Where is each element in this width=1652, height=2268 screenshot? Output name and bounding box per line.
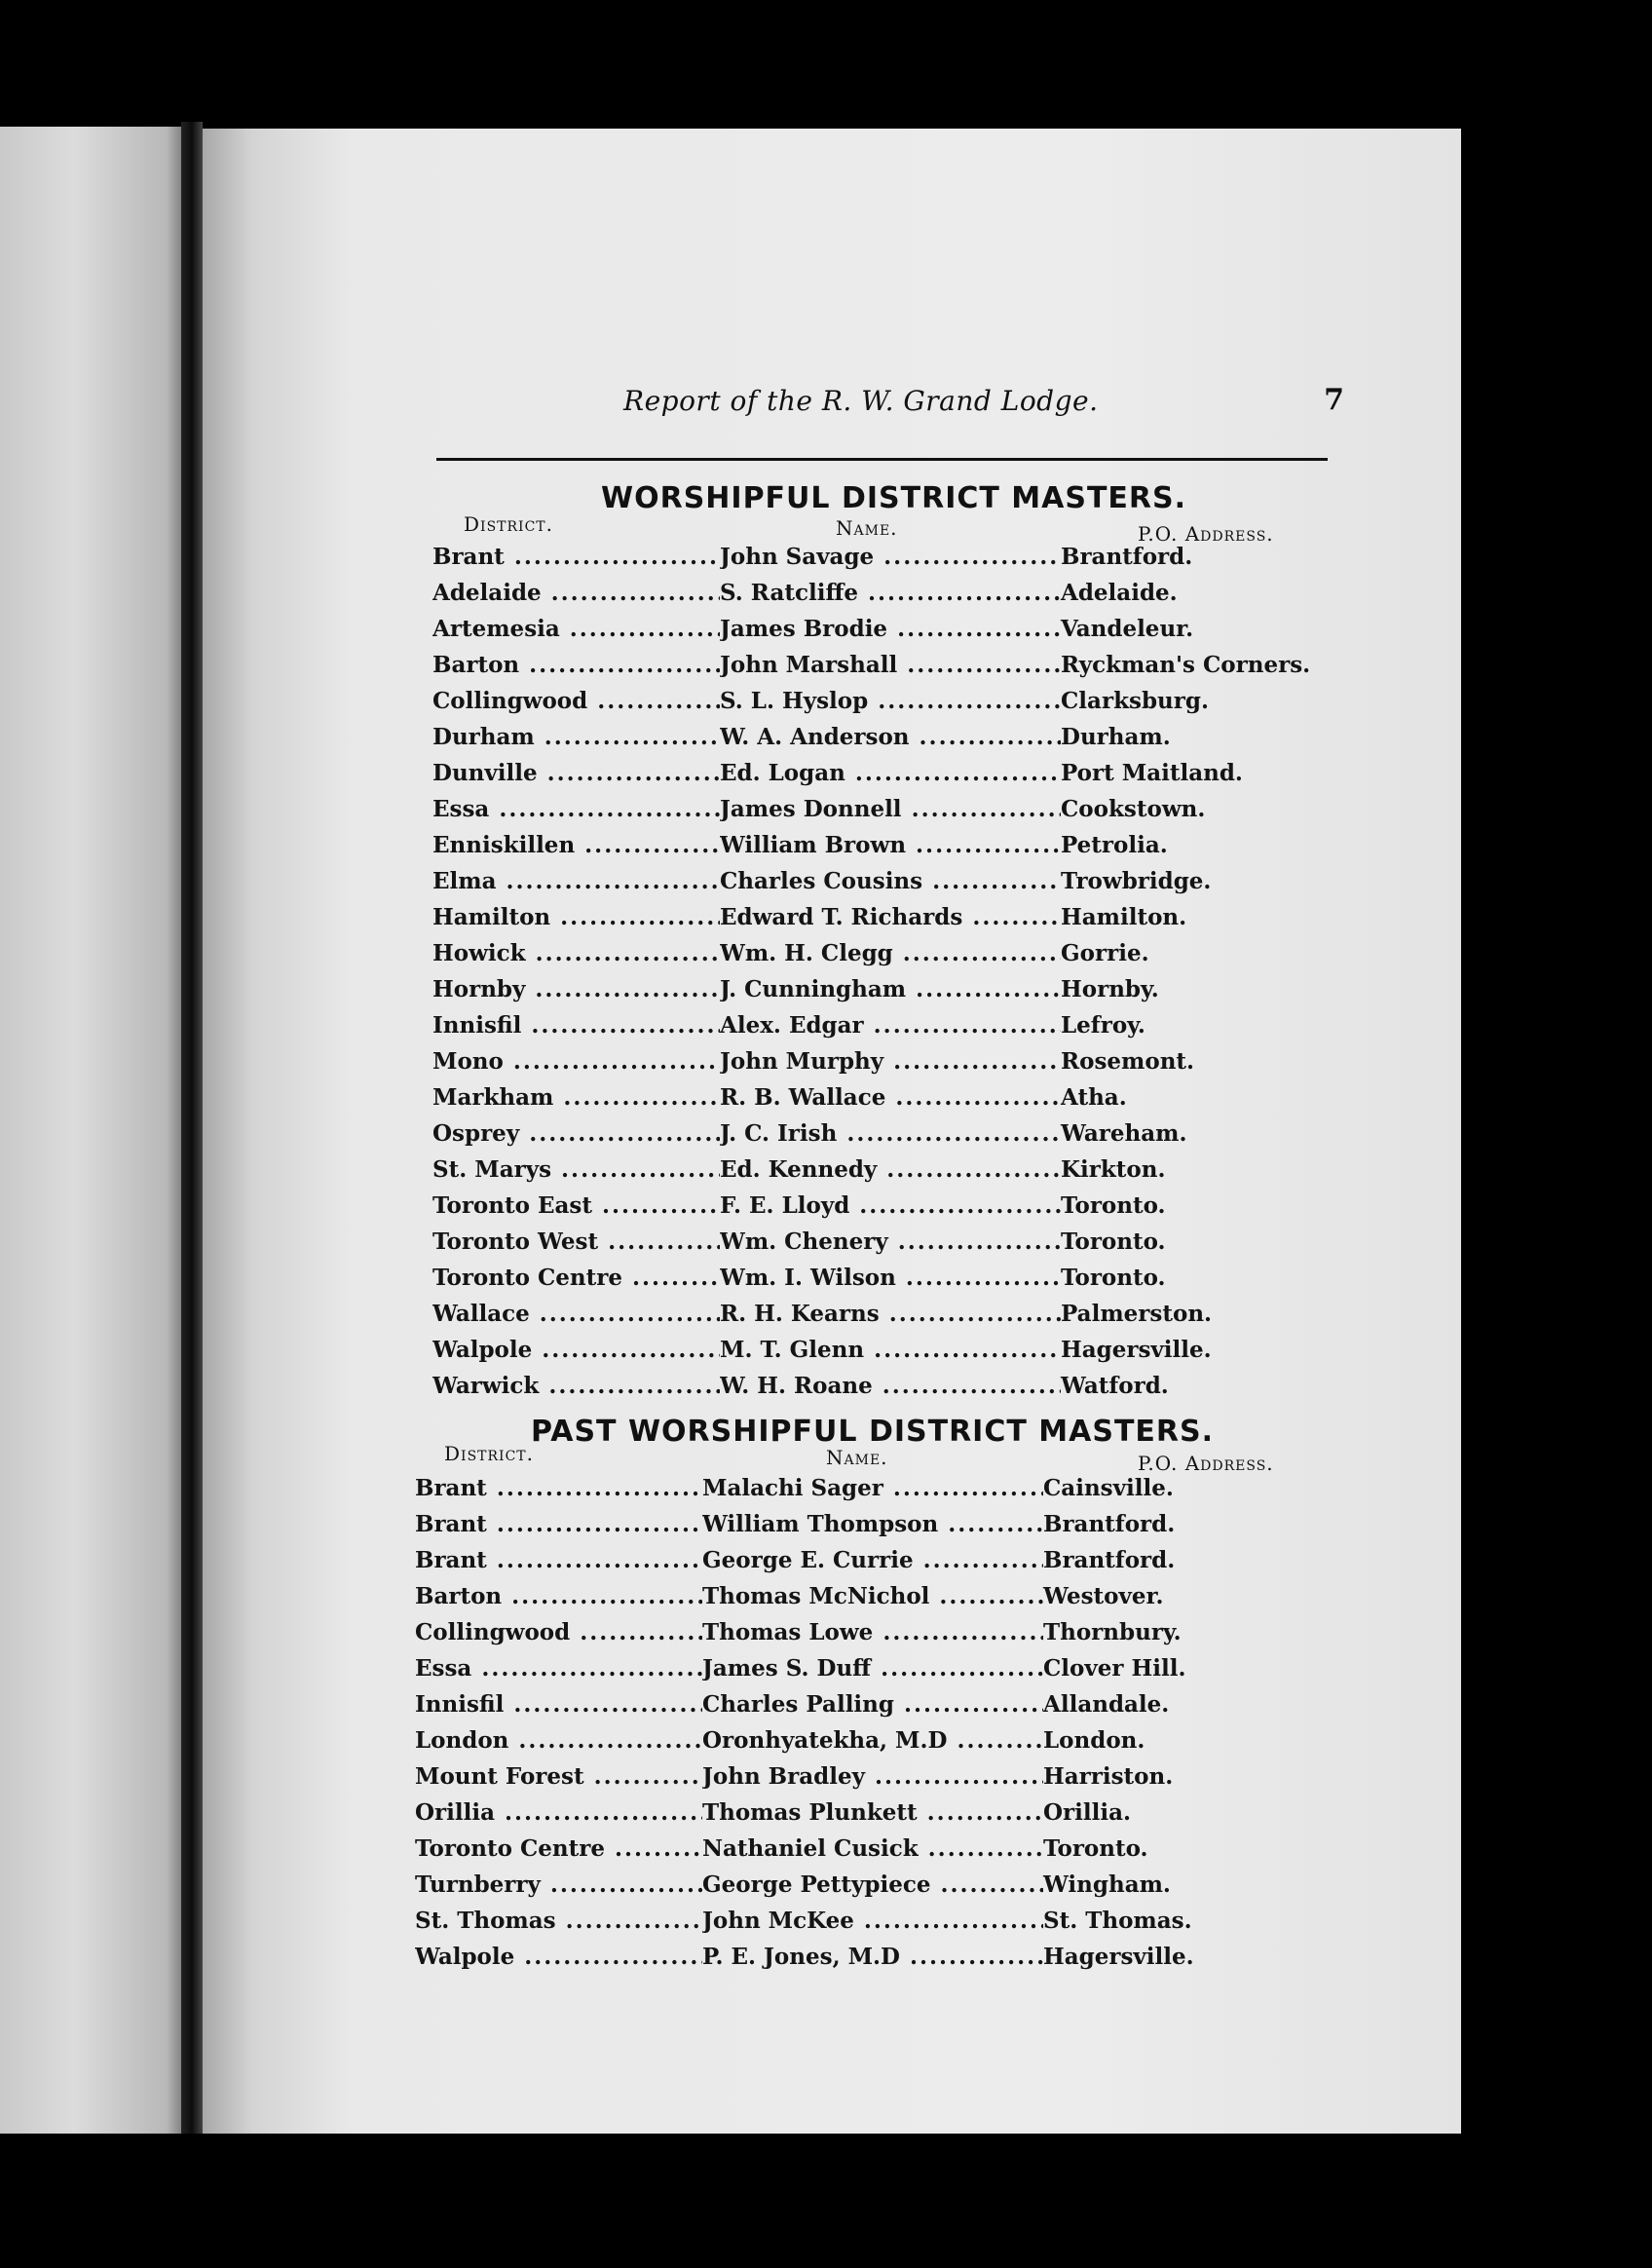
address-cell: Brantford. xyxy=(1043,1511,1176,1537)
name-cell: Ed. Logan ..... xyxy=(720,760,1061,786)
address-cell: Orillia. xyxy=(1043,1799,1132,1826)
name-cell: James Brodie ..... xyxy=(720,616,1061,642)
address-cell: Toronto. xyxy=(1061,1192,1166,1219)
district-cell: Collingwood ..... xyxy=(432,688,720,714)
district-cell: Collingwood ..... xyxy=(415,1619,702,1645)
book-gutter xyxy=(181,122,203,2138)
name-cell: Wm. Chenery ..... xyxy=(720,1228,1061,1255)
district-cell: Essa ..... xyxy=(415,1655,702,1682)
address-cell: Durham. xyxy=(1061,724,1171,750)
name-cell: John Bradley ..... xyxy=(702,1763,1043,1790)
name-cell: F. E. Lloyd ..... xyxy=(720,1192,1061,1219)
address-cell: Atha. xyxy=(1061,1084,1127,1111)
district-cell: Brant ..... xyxy=(432,544,720,570)
running-title: Report of the R. W. Grand Lodge. xyxy=(623,385,1099,417)
name-cell: William Thompson ..... xyxy=(702,1511,1043,1537)
district-cell: Barton ..... xyxy=(432,652,720,678)
name-cell: George E. Currie ..... xyxy=(702,1547,1043,1573)
district-cell: Barton ..... xyxy=(415,1583,702,1609)
page-number: 7 xyxy=(1324,383,1344,417)
name-cell: Thomas Plunkett ..... xyxy=(702,1799,1043,1826)
address-cell: Toronto. xyxy=(1061,1265,1166,1291)
address-cell: Thornbury. xyxy=(1043,1619,1182,1645)
name-cell: James Donnell ..... xyxy=(720,796,1061,822)
name-cell: Charles Cousins ..... xyxy=(720,868,1061,894)
district-cell: Wallace ..... xyxy=(432,1301,720,1327)
address-cell: Hagersville. xyxy=(1043,1944,1194,1970)
running-head xyxy=(623,385,1344,434)
district-cell: St. Marys ..... xyxy=(432,1156,720,1183)
scan-border-bottom xyxy=(0,2134,1652,2268)
section-title-past-district-masters: PAST WORSHIPFUL DISTRICT MASTERS. xyxy=(531,1415,1214,1449)
address-cell: Allandale. xyxy=(1043,1691,1170,1718)
name-cell: John Murphy ..... xyxy=(720,1048,1061,1075)
district-cell: Hornby ..... xyxy=(432,976,720,1002)
name-cell: J. Cunningham ..... xyxy=(720,976,1061,1002)
district-cell: Brant ..... xyxy=(415,1511,702,1537)
address-cell: Clover Hill. xyxy=(1043,1655,1186,1682)
district-cell: Brant ..... xyxy=(415,1475,702,1501)
name-cell: Nathaniel Cusick ..... xyxy=(702,1835,1043,1862)
address-cell: Trowbridge. xyxy=(1061,868,1212,894)
address-cell: Rosemont. xyxy=(1061,1048,1195,1075)
district-cell: Elma ..... xyxy=(432,868,720,894)
address-cell: Hamilton. xyxy=(1061,904,1187,930)
scan-border-top xyxy=(0,0,1652,127)
name-cell: W. A. Anderson ..... xyxy=(720,724,1061,750)
name-cell: Wm. I. Wilson ..... xyxy=(720,1265,1061,1291)
name-cell: Alex. Edgar ..... xyxy=(720,1012,1061,1039)
address-cell: Adelaide. xyxy=(1061,580,1178,606)
name-cell: Thomas Lowe ..... xyxy=(702,1619,1043,1645)
column-head-address: P.O. Address. xyxy=(1138,522,1274,546)
address-cell: London. xyxy=(1043,1727,1145,1754)
column-head-name: Name. xyxy=(836,516,898,540)
name-cell: S. Ratcliffe ..... xyxy=(720,580,1061,606)
column-head-district: District. xyxy=(464,512,553,536)
district-cell: Toronto Centre ..... xyxy=(415,1835,702,1862)
name-cell: S. L. Hyslop ..... xyxy=(720,688,1061,714)
district-cell: Mount Forest ..... xyxy=(415,1763,702,1790)
district-cell: Hamilton ..... xyxy=(432,904,720,930)
address-cell: Vandeleur. xyxy=(1061,616,1194,642)
name-cell: J. C. Irish ..... xyxy=(720,1120,1061,1147)
district-cell: Orillia ..... xyxy=(415,1799,702,1826)
district-cell: Artemesia ..... xyxy=(432,616,720,642)
district-cell: Toronto Centre ..... xyxy=(432,1265,720,1291)
facing-page-edge xyxy=(0,127,185,2134)
district-cell: Enniskillen ..... xyxy=(432,832,720,858)
district-cell: Warwick ..... xyxy=(432,1373,720,1399)
address-cell: Toronto. xyxy=(1043,1835,1148,1862)
district-cell: Innisfil ..... xyxy=(432,1012,720,1039)
name-cell: Wm. H. Clegg ..... xyxy=(720,940,1061,966)
name-cell: John Marshall ..... xyxy=(720,652,1061,678)
district-cell: Howick ..... xyxy=(432,940,720,966)
address-cell: Clarksburg. xyxy=(1061,688,1209,714)
name-cell: Charles Palling ..... xyxy=(702,1691,1043,1718)
district-cell: Brant ..... xyxy=(415,1547,702,1573)
name-cell: Thomas McNichol ..... xyxy=(702,1583,1043,1609)
name-cell: Ed. Kennedy ..... xyxy=(720,1156,1061,1183)
address-cell: St. Thomas. xyxy=(1043,1908,1192,1934)
district-cell: Osprey ..... xyxy=(432,1120,720,1147)
name-cell: R. B. Wallace ..... xyxy=(720,1084,1061,1111)
name-cell: William Brown ..... xyxy=(720,832,1061,858)
address-cell: Cainsville. xyxy=(1043,1475,1174,1501)
name-cell: M. T. Glenn ..... xyxy=(720,1337,1061,1363)
name-cell: James S. Duff ..... xyxy=(702,1655,1043,1682)
address-cell: Gorrie. xyxy=(1061,940,1149,966)
address-cell: Hornby. xyxy=(1061,976,1159,1002)
column-head-address: P.O. Address. xyxy=(1138,1452,1274,1475)
district-cell: Turnberry ..... xyxy=(415,1871,702,1898)
name-cell: Edward T. Richards ..... xyxy=(720,904,1061,930)
district-cell: Mono ..... xyxy=(432,1048,720,1075)
address-cell: Wingham. xyxy=(1043,1871,1171,1898)
address-cell: Hagersville. xyxy=(1061,1337,1212,1363)
district-cell: St. Thomas ..... xyxy=(415,1908,702,1934)
district-cell: Essa ..... xyxy=(432,796,720,822)
address-cell: Cookstown. xyxy=(1061,796,1206,822)
header-rule xyxy=(436,458,1328,461)
name-cell: John Savage ..... xyxy=(720,544,1061,570)
address-cell: Petrolia. xyxy=(1061,832,1168,858)
address-cell: Watford. xyxy=(1061,1373,1169,1399)
district-cell: Innisfil ..... xyxy=(415,1691,702,1718)
name-cell: George Pettypiece ..... xyxy=(702,1871,1043,1898)
address-cell: Brantford. xyxy=(1061,544,1193,570)
address-cell: Harriston. xyxy=(1043,1763,1174,1790)
address-cell: Palmerston. xyxy=(1061,1301,1213,1327)
district-cell: Markham ..... xyxy=(432,1084,720,1111)
address-cell: Kirkton. xyxy=(1061,1156,1166,1183)
scan-border-right xyxy=(1461,117,1652,2143)
name-cell: Oronhyatekha, M.D ..... xyxy=(702,1727,1043,1754)
district-cell: Toronto East ..... xyxy=(432,1192,720,1219)
district-cell: Adelaide ..... xyxy=(432,580,720,606)
district-cell: London ..... xyxy=(415,1727,702,1754)
name-cell: W. H. Roane ..... xyxy=(720,1373,1061,1399)
address-cell: Westover. xyxy=(1043,1583,1164,1609)
address-cell: Lefroy. xyxy=(1061,1012,1145,1039)
column-head-district: District. xyxy=(444,1442,534,1465)
address-cell: Port Maitland. xyxy=(1061,760,1243,786)
name-cell: John McKee ..... xyxy=(702,1908,1043,1934)
column-head-name: Name. xyxy=(826,1446,888,1469)
address-cell: Brantford. xyxy=(1043,1547,1176,1573)
district-cell: Walpole ..... xyxy=(415,1944,702,1970)
name-cell: Malachi Sager ..... xyxy=(702,1475,1043,1501)
name-cell: R. H. Kearns ..... xyxy=(720,1301,1061,1327)
name-cell: P. E. Jones, M.D ..... xyxy=(702,1944,1043,1970)
district-cell: Dunville ..... xyxy=(432,760,720,786)
section-title-district-masters: WORSHIPFUL DISTRICT MASTERS. xyxy=(601,481,1187,515)
address-cell: Toronto. xyxy=(1061,1228,1166,1255)
address-cell: Ryckman's Corners. xyxy=(1061,652,1311,678)
address-cell: Wareham. xyxy=(1061,1120,1187,1147)
district-cell: Walpole ..... xyxy=(432,1337,720,1363)
district-cell: Durham ..... xyxy=(432,724,720,750)
district-cell: Toronto West ..... xyxy=(432,1228,720,1255)
